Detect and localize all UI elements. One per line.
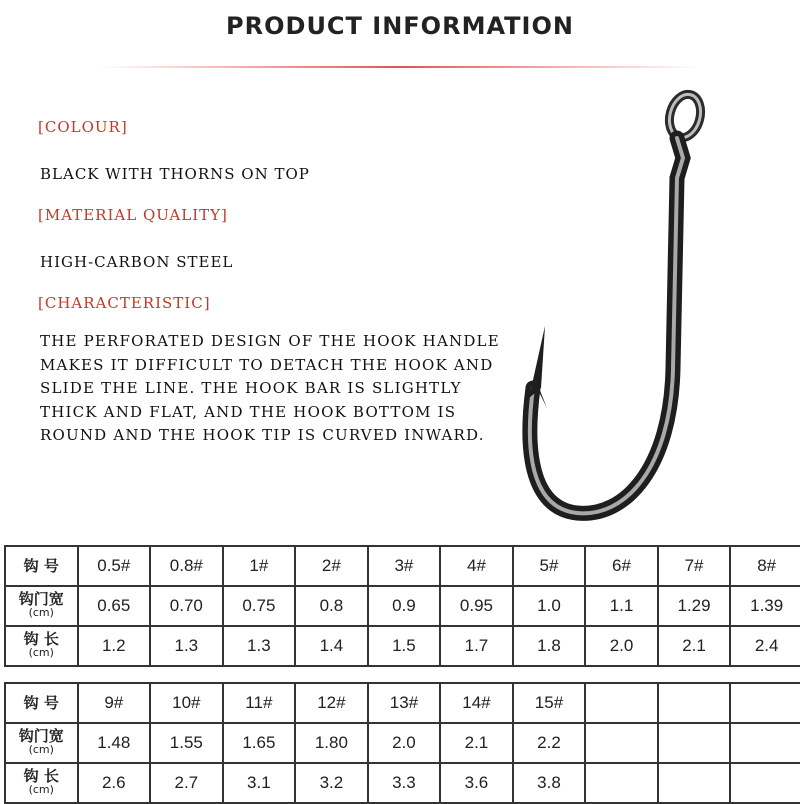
gap-cell: 0.8: [295, 586, 368, 626]
gap-cell: 0.9: [368, 586, 441, 626]
description-line: THICK AND FLAT, AND THE HOOK BOTTOM IS: [40, 402, 457, 421]
fishing-hook-image: [505, 88, 725, 548]
size-cell: 5#: [513, 546, 586, 586]
title-underline: [100, 66, 700, 68]
gap-cell: 1.1: [585, 586, 658, 626]
length-cell: 1.2: [78, 626, 151, 666]
colour-label: [COLOUR]: [38, 118, 128, 136]
gap-cell: 0.65: [78, 586, 151, 626]
row-label-length: 钩 长 (cm): [5, 763, 78, 803]
length-cell: 3.8: [513, 763, 586, 803]
length-cell: 3.2: [295, 763, 368, 803]
page-title: PRODUCT INFORMATION: [226, 12, 574, 40]
table-row-size: [5, 683, 800, 723]
size-cell: 13#: [368, 683, 441, 723]
table-row-length: [5, 763, 800, 803]
size-cell: [658, 683, 731, 723]
length-cell: 1.4: [295, 626, 368, 666]
size-cell: 3#: [368, 546, 441, 586]
length-cell: 1.3: [223, 626, 296, 666]
description-line: THE PERFORATED DESIGN OF THE HOOK HANDLE: [40, 332, 500, 350]
hook-size-table-2: [4, 682, 800, 804]
size-cell: 9#: [78, 683, 151, 723]
gap-cell: 1.0: [513, 586, 586, 626]
length-cell: [658, 763, 731, 803]
size-cell: 7#: [658, 546, 731, 586]
length-cell: 1.5: [368, 626, 441, 666]
gap-cell: [585, 723, 658, 763]
row-label-gap: 钩门宽 (cm): [5, 586, 78, 626]
gap-cell: [658, 723, 731, 763]
description-line: ROUND AND THE HOOK TIP IS CURVED INWARD.: [40, 426, 485, 444]
size-cell: 2#: [295, 546, 368, 586]
length-cell: 1.7: [440, 626, 513, 666]
table-row-length: [5, 626, 800, 666]
gap-cell: 1.80: [295, 723, 368, 763]
size-cell: 15#: [513, 683, 586, 723]
length-cell: 2.4: [730, 626, 800, 666]
table-separator: [0, 668, 800, 682]
row-label-size: 钩 号: [5, 683, 78, 723]
length-cell: 3.1: [223, 763, 296, 803]
length-cell: 1.8: [513, 626, 586, 666]
length-cell: 2.6: [78, 763, 151, 803]
row-label-size: 钩 号: [5, 546, 78, 586]
length-cell: 3.3: [368, 763, 441, 803]
row-label-length: 钩 长 (cm): [5, 626, 78, 666]
length-cell: 2.7: [150, 763, 223, 803]
table-row-size: [5, 546, 800, 586]
characteristic-description: [40, 330, 520, 448]
gap-cell: 2.2: [513, 723, 586, 763]
material-value: HIGH-CARBON STEEL: [40, 253, 234, 271]
gap-cell: 1.39: [730, 586, 800, 626]
length-cell: 2.0: [585, 626, 658, 666]
table-row-gap: [5, 723, 800, 763]
row-label-gap: 钩门宽 (cm): [5, 723, 78, 763]
size-cell: 11#: [223, 683, 296, 723]
size-cell: 14#: [440, 683, 513, 723]
size-cell: [730, 683, 800, 723]
gap-cell: 0.70: [150, 586, 223, 626]
length-cell: 1.3: [150, 626, 223, 666]
size-cell: 8#: [730, 546, 800, 586]
length-cell: 2.1: [658, 626, 731, 666]
gap-cell: 1.29: [658, 586, 731, 626]
gap-cell: 2.0: [368, 723, 441, 763]
size-cell: 12#: [295, 683, 368, 723]
gap-cell: [730, 723, 800, 763]
table-row-gap: [5, 586, 800, 626]
gap-cell: 1.65: [223, 723, 296, 763]
length-cell: 3.6: [440, 763, 513, 803]
gap-cell: 0.75: [223, 586, 296, 626]
gap-cell: 0.95: [440, 586, 513, 626]
length-cell: [585, 763, 658, 803]
material-label: [MATERIAL QUALITY]: [38, 206, 228, 224]
gap-cell: 1.55: [150, 723, 223, 763]
gap-cell: 1.48: [78, 723, 151, 763]
size-cell: 10#: [150, 683, 223, 723]
size-cell: 4#: [440, 546, 513, 586]
hook-size-table-1: [4, 545, 800, 667]
characteristic-label: [CHARACTERISTIC]: [38, 294, 211, 312]
size-cell: 0.8#: [150, 546, 223, 586]
size-cell: [585, 683, 658, 723]
size-cell: 6#: [585, 546, 658, 586]
size-cell: 0.5#: [78, 546, 151, 586]
size-cell: 1#: [223, 546, 296, 586]
description-line: MAKES IT DIFFICULT TO DETACH THE HOOK AND: [40, 355, 494, 374]
gap-cell: 2.1: [440, 723, 513, 763]
description-line: SLIDE THE LINE. THE HOOK BAR IS SLIGHTLY: [40, 379, 462, 397]
length-cell: [730, 763, 800, 803]
colour-value: BLACK WITH THORNS ON TOP: [40, 165, 310, 183]
